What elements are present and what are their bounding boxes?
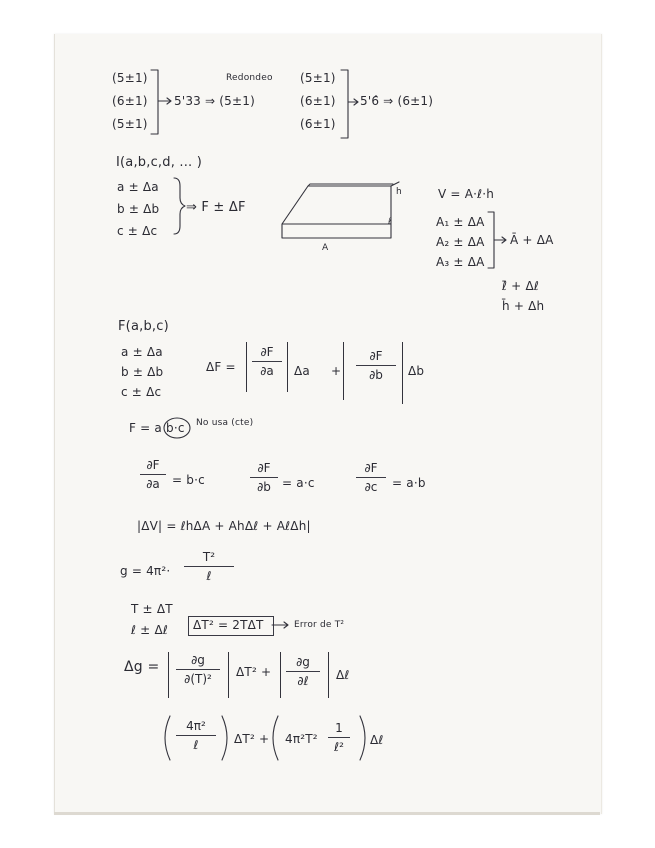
rounding-title: Redondeo [226, 73, 273, 83]
f-product: F = a [129, 421, 162, 435]
rounding-left-result: 5'33 ⇒ (5±1) [174, 94, 255, 108]
inputs-result: ⇒ F ± ΔF [186, 200, 246, 215]
function-f: F(a,b,c) [118, 319, 169, 334]
partial-denominator: ∂b [257, 480, 271, 494]
delta-v: |ΔV| = ℓhΔA + AhΔℓ + AℓΔh| [137, 519, 311, 533]
volume-formula: V = A·ℓ·h [438, 187, 495, 201]
partial-numerator: ∂F [146, 458, 160, 472]
partial-numerator: ∂F [257, 461, 271, 475]
paren-close-2 [360, 716, 365, 760]
final-second-numerator: 1 [335, 721, 343, 735]
final-denominator: ℓ [193, 738, 199, 752]
partial-numerator: ∂g [191, 653, 205, 667]
delta-f-label: ΔF = [206, 360, 236, 374]
paren-close-1 [222, 716, 227, 760]
rounding-right-3: (6±1) [300, 117, 336, 131]
times-delta-b: Δb [408, 364, 425, 378]
partial-denominator: ∂a [260, 364, 274, 378]
rounding-left-2: (6±1) [112, 94, 148, 108]
rounding-right-2: (6±1) [300, 94, 336, 108]
partial-numerator: ∂F [260, 345, 274, 359]
paren-open-1 [165, 716, 170, 760]
delta-t2-note: Error de T² [294, 620, 345, 630]
f-product-circled: b·c [166, 421, 185, 435]
g-numerator: T² [202, 550, 216, 564]
partial-b-value: = a·c [282, 476, 315, 490]
l-input: ℓ ± Δℓ [131, 623, 169, 637]
partial-denominator: ∂(T)² [184, 672, 212, 686]
prism-drawing [282, 182, 399, 238]
arrow-error-note [272, 622, 288, 628]
final-middle: ΔT² + [234, 732, 270, 746]
delta-g-label: Δg = [124, 659, 160, 675]
paren-open-2 [273, 716, 278, 760]
rounding-left-1: (5±1) [112, 71, 148, 85]
delta-t2-formula: ΔT² = 2TΔT [193, 618, 264, 632]
rounding-left-3: (5±1) [112, 117, 148, 131]
arrow-measurements [494, 237, 506, 243]
partial-numerator: ∂g [296, 655, 310, 669]
f-input-a: a ± Δa [121, 345, 163, 359]
plus-sign: + [331, 364, 342, 378]
g-prefix: g = 4π²· [120, 564, 171, 578]
f-product-note: No usa (cte) [196, 418, 254, 428]
partial-numerator: ∂F [364, 461, 378, 475]
t-input: T ± ΔT [131, 602, 173, 616]
bracket-measurements [488, 212, 494, 268]
partial-a-value: = b·c [172, 473, 205, 487]
prism-label-a: A [322, 243, 329, 253]
partial-denominator: ∂c [364, 480, 378, 494]
f-input-c: c ± Δc [121, 385, 162, 399]
input-a: a ± Δa [117, 180, 159, 194]
prism-label-l: ℓ [388, 217, 392, 227]
measurement-1: A₁ ± ΔA [436, 215, 485, 229]
partial-denominator: ∂a [146, 477, 160, 491]
final-end: Δℓ [370, 733, 384, 747]
circle-bc [164, 418, 190, 438]
mean-h: h̄ + Δh [502, 299, 545, 313]
rounding-right-1: (5±1) [300, 71, 336, 85]
g-denominator: ℓ [206, 569, 212, 583]
mean-l: ℓ̄ + Δℓ [502, 279, 540, 293]
brace-inputs [174, 178, 185, 234]
bracket-right-rounding [341, 70, 348, 138]
partial-c-value: = a·b [392, 476, 426, 490]
arrow-right-rounding [348, 99, 358, 105]
partial-denominator: ∂b [369, 368, 383, 382]
measurement-3: A₃ ± ΔA [436, 255, 485, 269]
partial-denominator: ∂ℓ [297, 674, 309, 688]
bracket-left-rounding [151, 70, 158, 134]
measurements-result: Ā + ΔA [510, 233, 554, 247]
final-second-denominator: ℓ² [334, 740, 344, 754]
rounding-right-result: 5'6̂ ⇒ (6±1) [360, 94, 434, 108]
arrow-left-rounding [158, 98, 171, 104]
measurement-2: A₂ ± ΔA [436, 235, 485, 249]
function-definition: I(a,b,c,d, ... ) [116, 155, 202, 170]
final-numerator: 4π² [186, 719, 206, 733]
input-c: c ± Δc [117, 224, 158, 238]
f-input-b: b ± Δb [121, 365, 164, 379]
partial-numerator: ∂F [369, 349, 383, 363]
final-second: 4π²T² [285, 732, 318, 746]
times-delta-a: Δa [294, 364, 310, 378]
prism-label-h: h [396, 187, 402, 197]
times-delta-l: Δℓ [336, 668, 350, 682]
input-b: b ± Δb [117, 202, 160, 216]
times-delta-t2: ΔT² + [236, 665, 272, 679]
